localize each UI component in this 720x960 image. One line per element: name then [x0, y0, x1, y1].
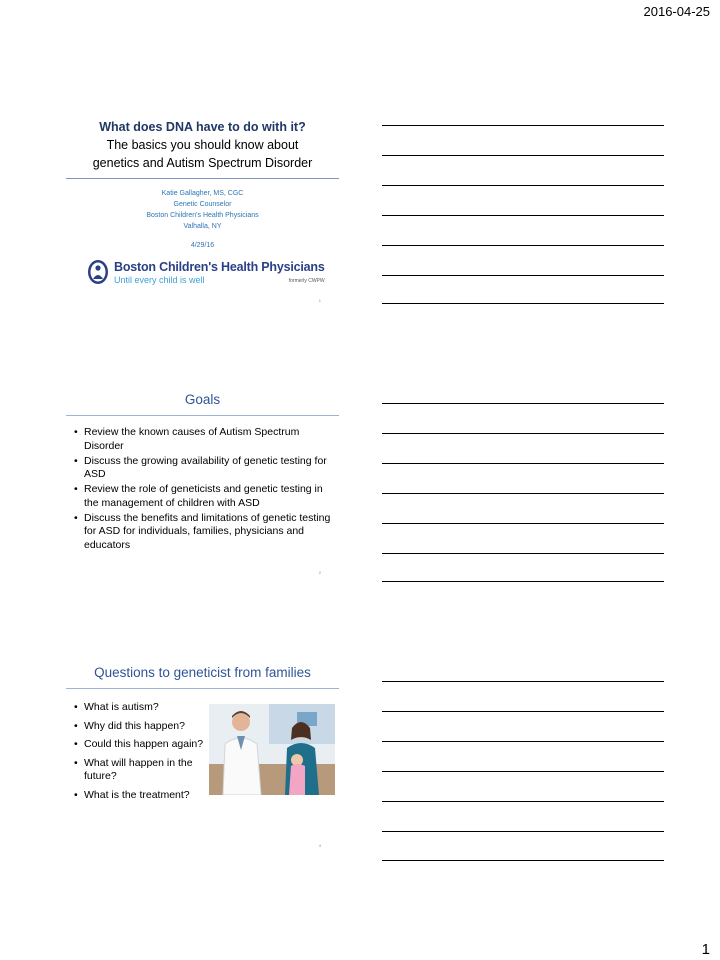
note-line	[382, 155, 664, 156]
list-item: • What is autism?	[66, 701, 221, 715]
slide-1-subtitle: The basics you should know about genetics and Autism Spectrum Disorder	[92, 138, 313, 170]
speaker-block	[66, 188, 339, 232]
list-item: • Review the role of geneticists and genetic testing in the management of children with ASD	[66, 483, 333, 510]
note-line	[382, 581, 664, 582]
list-item: • Review the known causes of Autism Spectrum Disorder	[66, 426, 333, 453]
note-line	[382, 553, 664, 554]
note-line	[382, 185, 664, 186]
note-line	[382, 681, 664, 682]
speaker-location: Valhalla, NY	[183, 223, 222, 230]
note-line	[382, 245, 664, 246]
logo-name: Boston Children's Health Physicians	[114, 259, 325, 274]
note-line	[382, 523, 664, 524]
list-item: • Discuss the benefits and limitations of genetic testing for ASD for individuals, families, physicians and educators	[66, 512, 333, 553]
slide-3	[66, 655, 339, 860]
list-item: • Why did this happen?	[66, 720, 221, 734]
speaker-organization: Boston Children's Health Physicians	[146, 212, 259, 219]
slide-1-number: 1	[318, 298, 321, 303]
logo-tagline: Until every child is well	[114, 274, 205, 285]
slide-2-divider	[66, 415, 339, 416]
note-line	[382, 831, 664, 832]
organization-logo	[87, 259, 339, 285]
note-line	[382, 463, 664, 464]
slide-2-number: 2	[318, 570, 321, 575]
page-number: 1	[701, 941, 710, 958]
speaker-name: Katie Gallagher, MS, CGC	[161, 190, 244, 197]
logo-formerly-note: formerly CWPW	[288, 277, 325, 284]
note-line	[382, 275, 664, 276]
note-line	[382, 433, 664, 434]
speaker-role: Genetic Counselor	[173, 201, 232, 208]
presentation-date: 4/29/16	[190, 242, 215, 249]
note-line	[382, 125, 664, 126]
slide-2	[66, 382, 339, 587]
questions-list	[66, 701, 221, 802]
slide-2-title: Goals	[184, 392, 221, 407]
note-line	[382, 741, 664, 742]
slide-1-divider	[66, 178, 339, 179]
slide-3-title: Questions to geneticist from families	[94, 665, 311, 680]
list-item: • What will happen in the future?	[66, 757, 221, 784]
note-line	[382, 403, 664, 404]
note-line	[382, 303, 664, 304]
note-line	[382, 771, 664, 772]
note-line	[382, 711, 664, 712]
goals-list	[66, 426, 333, 552]
doctor-family-photo	[209, 704, 335, 795]
list-item: • Discuss the growing availability of genetic testing for ASD	[66, 455, 333, 482]
seal-icon	[87, 259, 109, 285]
note-line	[382, 801, 664, 802]
list-item: • What is the treatment?	[66, 789, 221, 803]
header-date: 2016-04-25	[643, 4, 710, 19]
slide-1-title: What does DNA have to do with it?	[99, 120, 306, 134]
slide-3-number: 4	[318, 843, 321, 848]
note-line	[382, 493, 664, 494]
list-item: • Could this happen again?	[66, 738, 221, 752]
note-line	[382, 860, 664, 861]
note-line	[382, 215, 664, 216]
slide-1	[66, 110, 339, 315]
slide-3-divider	[66, 688, 339, 689]
